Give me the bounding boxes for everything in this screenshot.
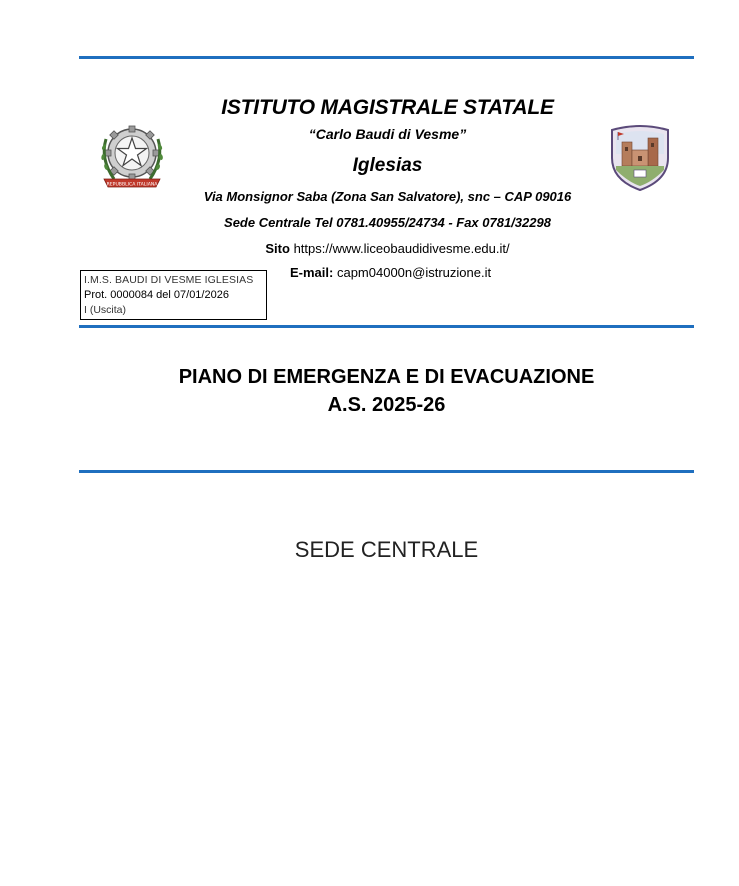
institute-name: ISTITUTO MAGISTRALE STATALE	[221, 96, 554, 119]
section-title: SEDE CENTRALE	[294, 537, 479, 562]
email-label: E-mail:	[290, 265, 334, 280]
header-top-rule	[79, 56, 694, 59]
ribbon-text: REPUBBLICA ITALIANA	[106, 182, 158, 188]
institute-phone: Sede Centrale Tel 0781.40955/24734 - Fax 0781/32298	[224, 215, 551, 230]
website-link[interactable]: https://www.liceobaudidivesme.edu.it/	[293, 241, 510, 256]
institute-subtitle: “Carlo Baudi di Vesme”	[308, 126, 467, 142]
institute-email	[290, 265, 491, 280]
italian-republic-emblem-icon	[98, 119, 166, 191]
title-bottom-rule	[79, 470, 694, 473]
protocol-direction: I (Uscita)	[84, 304, 126, 316]
header-bottom-rule	[79, 325, 694, 328]
school-crest-icon	[608, 124, 672, 192]
website-label: Sito	[265, 241, 290, 256]
document-title: PIANO DI EMERGENZA E DI EVACUAZIONE	[178, 366, 595, 388]
protocol-stamp	[80, 270, 267, 320]
email-link[interactable]: capm04000n@istruzione.it	[336, 265, 492, 280]
institute-city: Iglesias	[352, 155, 423, 176]
document-school-year: A.S. 2025-26	[327, 394, 446, 416]
institute-address: Via Monsignor Saba (Zona San Salvatore), snc – CAP 09016	[203, 189, 572, 204]
protocol-number: Prot. 0000084 del 07/01/2026	[84, 289, 229, 301]
institute-website	[170, 241, 605, 256]
protocol-institute: I.M.S. BAUDI DI VESME IGLESIAS	[84, 274, 254, 286]
